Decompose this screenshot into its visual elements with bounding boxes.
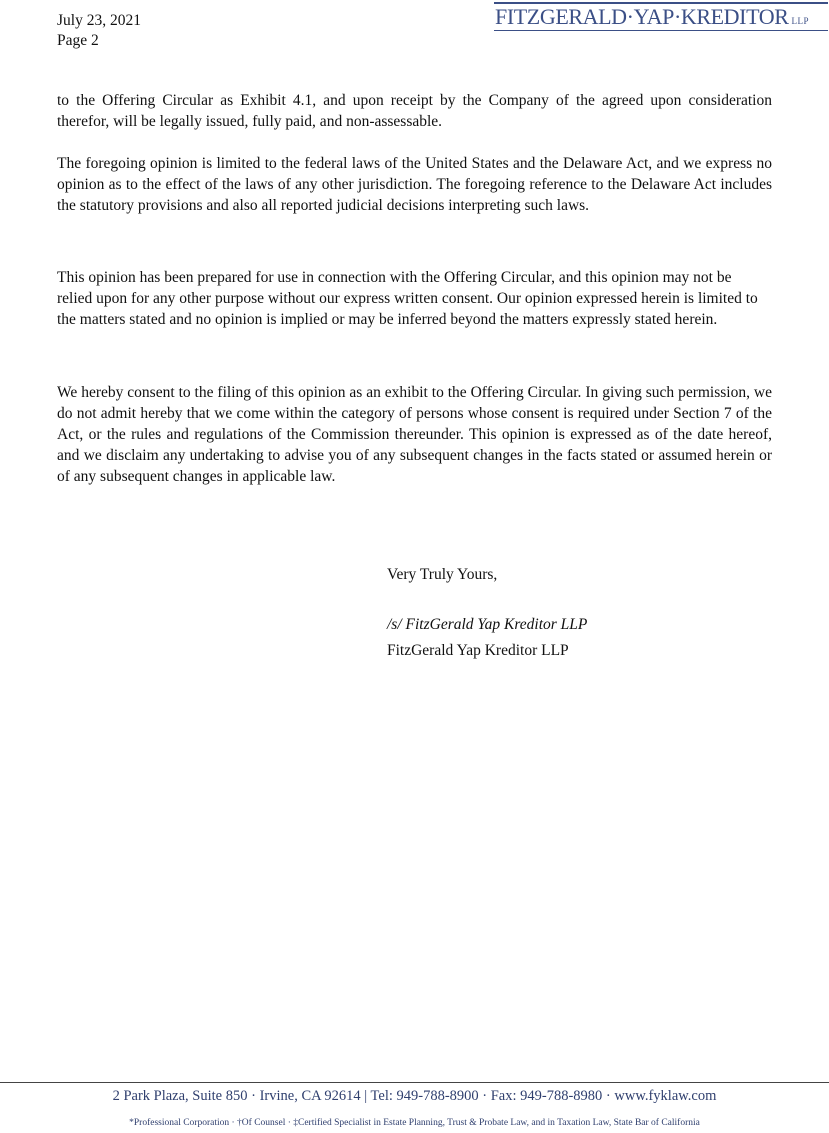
footer-address: 2 Park Plaza, Suite 850 · Irvine, CA 92614 | Tel: 949-788-8900 · Fax: 949-788-8980 · www.fyklaw.com: [112, 1088, 717, 1104]
page-number: Page 2: [57, 32, 99, 49]
footer-note: *Professional Corporation · †Of Counsel · ‡Certified Specialist in Estate Planning, Trust & Probate Law, and in Taxation Law, State Bar of California: [129, 1118, 700, 1128]
body-paragraph-3: This opinion has been prepared for use in connection with the Offering Circular, and this opinion may not be relied upon for any other purpose without our express written consent. Our opinion expressed herein is limited to the matters stated and no opinion is implied or may be inferred beyond the matters expressly stated herein.: [57, 269, 758, 328]
logo-firm-name: FITZGERALD·YAP·KREDITOR: [495, 4, 789, 29]
signature: /s/ FitzGerald Yap Kreditor LLP: [387, 616, 588, 633]
footer-divider: [0, 1082, 829, 1083]
logo-wordmark: [495, 5, 809, 33]
body-paragraph-4: We hereby consent to the filing of this opinion as an exhibit to the Offering Circular. In giving such permission, we do not admit hereby that we come within the category of persons whose consent is required under Section 7 of the Act, or the rules and regulations of the Commission thereunder. This opinion is expressed as of the date hereof, and we disclaim any undertaking to advise you of any subsequent changes in the facts stated or assumed herein or of any subsequent changes in applicable law.: [57, 384, 772, 485]
logo-bottom-rule: [494, 30, 828, 31]
firm-logo: [494, 0, 828, 31]
signatory-firm-name: FitzGerald Yap Kreditor LLP: [387, 642, 569, 659]
letter-date: July 23, 2021: [57, 12, 141, 29]
body-paragraph-2: The foregoing opinion is limited to the federal laws of the United States and the Delaware Act, and we express no opinion as to the effect of the laws of any other jurisdiction. The foregoing reference to the Delaware Act includes the statutory provisions and also all reported judicial decisions interpreting such laws.: [57, 155, 772, 214]
body-paragraph-1: to the Offering Circular as Exhibit 4.1, and upon receipt by the Company of the agreed upon consideration therefor, will be legally issued, fully paid, and non-assessable.: [57, 92, 772, 130]
closing-salutation: Very Truly Yours,: [387, 566, 498, 583]
logo-llp: LLP: [791, 16, 810, 26]
